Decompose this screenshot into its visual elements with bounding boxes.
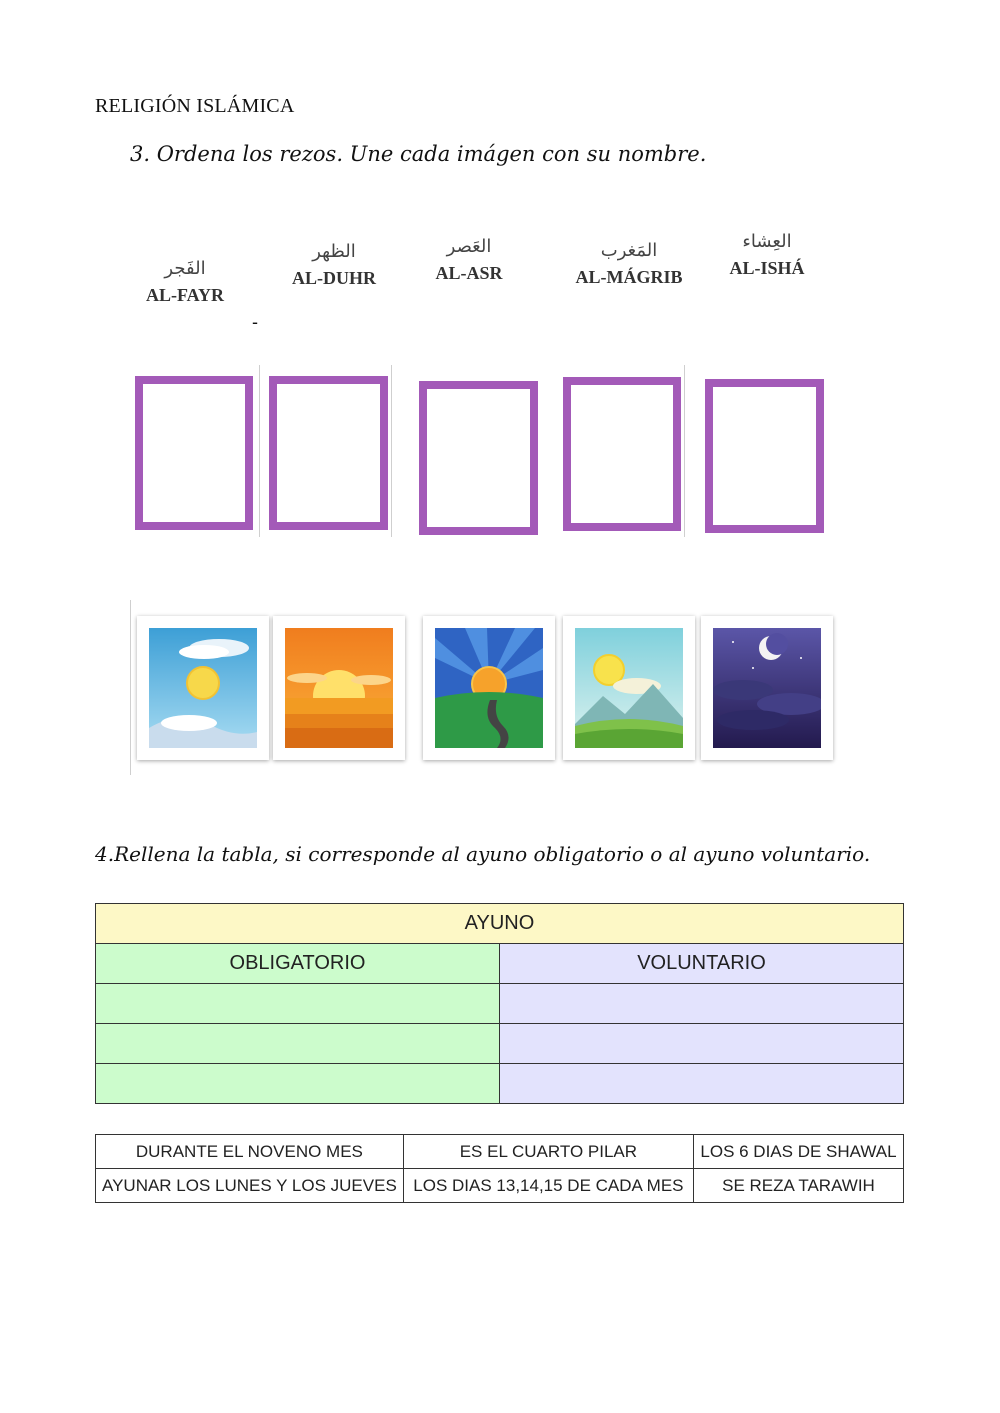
prayer-arabic: الظهر <box>312 241 356 262</box>
cell-voluntario-2[interactable] <box>500 1024 904 1064</box>
separator-line <box>391 365 392 537</box>
option-item[interactable]: DURANTE EL NOVENO MES <box>96 1135 404 1169</box>
sun-mountains-meadow-icon <box>575 628 683 748</box>
exercise-4-instruction: 4.Rellena la tabla, si corresponde al ayuno obligatorio o al ayuno voluntario. <box>95 842 871 866</box>
prayer-label-asr <box>394 236 544 284</box>
options-table <box>95 1134 904 1203</box>
prayer-arabic: الفَجر <box>164 258 206 279</box>
drop-box-4[interactable] <box>563 377 681 531</box>
sun-rays-road-icon <box>435 628 543 748</box>
prayer-label-isha <box>692 231 842 279</box>
option-item[interactable]: LOS 6 DIAS DE SHAWAL <box>693 1135 903 1169</box>
drop-box-1[interactable] <box>135 376 253 530</box>
option-item[interactable]: SE REZA TARAWIH <box>693 1169 903 1203</box>
prayer-latin: AL-ISHÁ <box>729 258 805 278</box>
separator-line <box>130 600 131 775</box>
night-moon-icon <box>713 628 821 748</box>
prayer-label-fajr <box>110 258 260 306</box>
image-sky-clouds-sun[interactable] <box>137 616 269 760</box>
prayer-arabic: العِشاء <box>742 231 792 252</box>
prayer-latin: AL-ASR <box>435 263 503 283</box>
drop-box-5[interactable] <box>705 379 824 533</box>
ayuno-title: AYUNO <box>96 904 904 944</box>
subject-title: RELIGIÓN ISLÁMICA <box>95 95 295 117</box>
option-item[interactable]: AYUNAR LOS LUNES Y LOS JUEVES <box>96 1169 404 1203</box>
drop-box-3[interactable] <box>419 381 538 535</box>
cell-voluntario-1[interactable] <box>500 984 904 1024</box>
header-obligatorio: OBLIGATORIO <box>96 944 500 984</box>
option-item[interactable]: LOS DIAS 13,14,15 DE CADA MES <box>403 1169 693 1203</box>
separator-line <box>259 365 260 537</box>
cell-obligatorio-1[interactable] <box>96 984 500 1024</box>
image-night-moon[interactable] <box>701 616 833 760</box>
prayer-latin: AL-MÁGRIB <box>575 267 683 287</box>
cell-obligatorio-2[interactable] <box>96 1024 500 1064</box>
sky-clouds-sun-icon <box>149 628 257 748</box>
ayuno-table <box>95 903 904 1104</box>
sunset-orange-icon <box>285 628 393 748</box>
prayer-latin: AL-DUHR <box>292 268 376 288</box>
option-item[interactable]: ES EL CUARTO PILAR <box>403 1135 693 1169</box>
stray-dash: - <box>252 312 258 332</box>
cell-obligatorio-3[interactable] <box>96 1064 500 1104</box>
prayer-latin: AL-FAYR <box>145 285 224 305</box>
prayer-label-maghrib <box>554 240 704 288</box>
drop-box-2[interactable] <box>269 376 388 530</box>
image-sunset-orange[interactable] <box>273 616 405 760</box>
separator-line <box>684 365 685 537</box>
prayer-arabic: المَغرب <box>600 240 658 261</box>
image-sun-rays-road[interactable] <box>423 616 555 760</box>
prayer-label-dhuhr <box>259 241 409 289</box>
header-voluntario: VOLUNTARIO <box>500 944 904 984</box>
image-sun-mountains-meadow[interactable] <box>563 616 695 760</box>
cell-voluntario-3[interactable] <box>500 1064 904 1104</box>
prayer-arabic: العَصر <box>446 236 492 257</box>
exercise-3-instruction: 3. Ordena los rezos. Une cada imágen con su nombre. <box>130 142 707 166</box>
